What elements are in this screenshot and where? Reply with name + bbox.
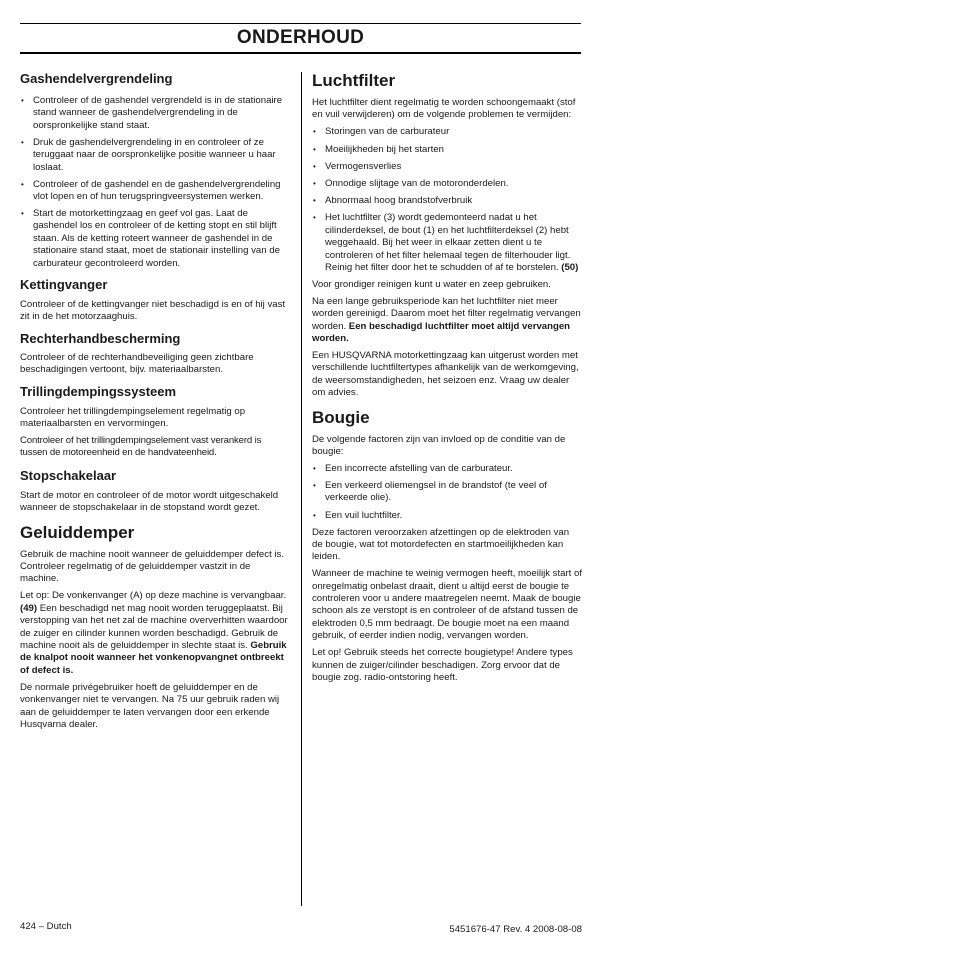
luchtfilter-intro: Het luchtfilter dient regelmatig te worden schoongemaakt (stof en vuil verwijderen) om de volgende problemen te vermijden: bbox=[312, 97, 576, 121]
text-run: Na een lange gebruiksperiode kan het luchtfilter niet meer worden gereinigd. Daarom moet het filter regelmatig vervangen worden. bbox=[312, 295, 581, 332]
list-item bbox=[312, 212, 582, 274]
section-title-trilling: Trillingdempingssysteem bbox=[20, 383, 177, 399]
luchtfilter-list bbox=[312, 126, 582, 274]
document-reference: 5451676-47 Rev. 4 2008-08-08 bbox=[449, 924, 582, 935]
kettingvanger-text: Controleer of de kettingvanger niet beschadigd is en of hij vast zit in de het motorzaaghuis. bbox=[20, 299, 286, 323]
rechterhand-text: Controleer of de rechterhandbeveiliging geen zichtbare beschadigingen vertoont, bijv. materiaalbarsten. bbox=[20, 351, 254, 376]
header-rule-top bbox=[20, 23, 581, 24]
list-item: • Een verkeerd oliemengsel in de brandstof (te veel of verkeerde olie). bbox=[312, 480, 582, 505]
bougie-intro: De volgende factoren zijn van invloed op de conditie van de bougie: bbox=[312, 433, 566, 457]
figure-reference: (50) bbox=[561, 261, 579, 273]
luchtfilter-text-3: Een HUSQVARNA motorkettingzaag kan uitgerust worden met verschillende luchtfiltertypes afhankelijk van de werkomgeving, de weersomstandigheden, het seizoen enz. Vraag uw dealer om advies. bbox=[312, 349, 579, 399]
bougie-text-1: Deze factoren veroorzaken afzettingen op de elektroden van de bougie, wat tot motordefecten en startmoeilijkheden kan leiden. bbox=[312, 526, 570, 563]
trilling-text-1: Controleer het trillingdempingselement regelmatig op materiaalbarsten en vervormingen. bbox=[20, 405, 246, 430]
list-item: • Een vuil luchtfilter. bbox=[312, 510, 582, 522]
section-title-stopschakelaar: Stopschakelaar bbox=[20, 467, 117, 483]
page-number: 424 – Dutch bbox=[20, 921, 72, 932]
trilling-text-2: Controleer of het trillingdempingselement vast verankerd is tussen de motoreenheid en de handvateenheid. bbox=[20, 435, 262, 459]
list-item: • Controleer of de gashendel vergrendeld is in de stationaire stand wanneer de gashendelvergrendeling in de oorspronkelijke stand staat. bbox=[20, 95, 290, 132]
text-run: Let op: De vonkenvanger (A) op deze machine is vervangbaar. bbox=[20, 590, 287, 602]
list-item: • Controleer of de gashendel en de gashendelvergrendeling vlot lopen en of hun terugspringveersystemen werken. bbox=[20, 179, 290, 204]
section-title-gashendel: Gashendelvergrendeling bbox=[20, 71, 173, 86]
figure-reference: (49) bbox=[20, 602, 38, 614]
luchtfilter-text-1: Voor grondiger reinigen kunt u water en zeep gebruiken. bbox=[312, 278, 551, 290]
list-item: • Een incorrecte afstelling van de carburateur. bbox=[312, 463, 582, 475]
geluiddemper-text-2 bbox=[20, 590, 290, 677]
list-item: • Moeilijkheden bij het starten bbox=[312, 144, 582, 156]
geluiddemper-text-1: Gebruik de machine nooit wanneer de geluiddemper defect is. Controleer regelmatig of de geluiddemper vastzit in de machine. bbox=[20, 548, 284, 585]
section-title-bougie: Bougie bbox=[312, 407, 370, 427]
stopschakelaar-text: Start de motor en controleer of de motor wordt uitgeschakeld wanneer de stopschakelaar in de stopstand wordt gezet. bbox=[20, 489, 279, 514]
section-title-geluiddemper: Geluiddemper bbox=[20, 522, 135, 542]
bougie-text-3: Let op! Gebruik steeds het correcte bougietype! Andere types kunnen de zuiger/cilinder beschadigen. Zorg ervoor dat de bougie zog. radio-ontstoring heeft. bbox=[312, 647, 573, 684]
text-run: Het luchtfilter (3) wordt gedemonteerd nadat u het cilinderdeksel, de bout (1) en het luchtfilterdeksel (2) hebt weggehaald. Bij het weer in elkaar zetten dient u te controleren of het filter helemaal tegen de filterhouder ligt. Reinig het filter door het te schudden of af te borstelen. bbox=[325, 212, 571, 273]
list-item: • Storingen van de carburateur bbox=[312, 126, 582, 138]
list-item: • Vermogensverlies bbox=[312, 161, 582, 173]
right-column bbox=[312, 70, 582, 684]
gashendel-list bbox=[20, 95, 290, 270]
header-rule-bottom bbox=[20, 52, 581, 54]
warning-text: Een beschadigd luchtfilter moet altijd vervangen worden. bbox=[312, 320, 571, 344]
section-title-luchtfilter: Luchtfilter bbox=[312, 71, 396, 90]
list-item: • Druk de gashendelvergrendeling in en controleer of ze teruggaat naar de oorspronkelijke positie wanneer u haar loslaat. bbox=[20, 137, 290, 174]
luchtfilter-text-2 bbox=[312, 296, 582, 346]
page-title: ONDERHOUD bbox=[236, 27, 365, 48]
bougie-text-2: Wanneer de machine te weinig vermogen heeft, moeilijk start of onregelmatig onbelast draait, dient u altijd eerst de bougie te controleren voor u andere maatregelen neemt. Maak de bougie schoon als ze verstopt is en controleer of de afstand tussen de elektroden 0,5 mm bedraagt. De bougie moet na een maand gebruik, of eerder indien nodig, vervangen worden. bbox=[312, 568, 583, 642]
list-item: • Onnodige slijtage van de motoronderdelen. bbox=[312, 178, 582, 190]
section-title-rechterhand: Rechterhandbescherming bbox=[20, 330, 181, 346]
section-title-kettingvanger: Kettingvanger bbox=[20, 277, 108, 293]
text-run: Een beschadigd net mag nooit worden teruggeplaatst. Bij verstopping van het net zal de machine oververhitten waardoor de zuiger en cilinder kunnen worden beschadigd. Gebruik de machine nooit als de geluiddemper in slechte staat is. bbox=[20, 602, 288, 651]
list-item: • Abnormaal hoog brandstofverbruik bbox=[312, 195, 582, 207]
warning-text: Gebruik de knalpot nooit wanneer het vonkenopvangnet ontbreekt of defect is. bbox=[20, 639, 287, 676]
column-divider bbox=[301, 72, 302, 906]
list-item: • Start de motorkettingzaag en geef vol gas. Laat de gashendel los en controleer of de ketting stopt en stil blijft staan. Als de ketting roteert wanneer de gashendel in de stationaire stand staat, moet de stationair instelling van de carburateur gecontroleerd worden. bbox=[20, 208, 290, 270]
bougie-list bbox=[312, 463, 582, 522]
left-column bbox=[20, 70, 290, 731]
geluiddemper-text-3: De normale privégebruiker hoeft de geluiddemper en de vonkenvanger niet te vervangen. Na 75 uur gebruik raden wij aan de geluiddemper te laten vervangen door een erkende Husqvarna dealer. bbox=[20, 681, 280, 730]
